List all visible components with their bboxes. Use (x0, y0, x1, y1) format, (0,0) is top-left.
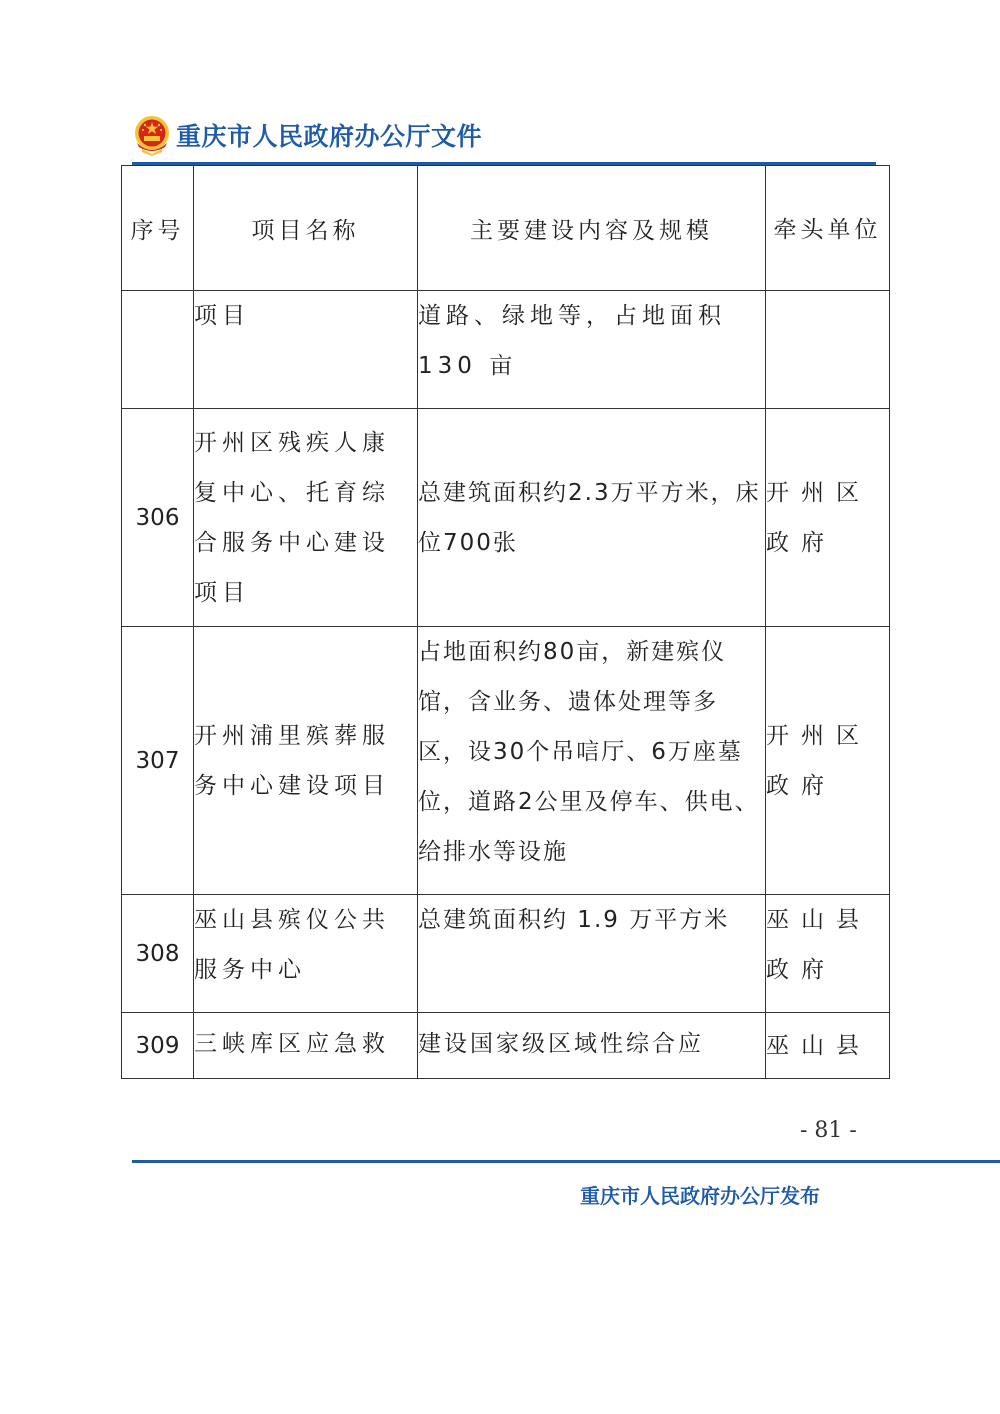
row-seq (122, 291, 194, 409)
table-row (122, 1013, 890, 1079)
row-project-name: 巫山县殡仪公共服务中心 (194, 895, 418, 1013)
column-header-seq: 序号 (122, 166, 194, 291)
table-row (122, 627, 890, 895)
project-table (121, 165, 890, 1079)
row-content: 占地面积约80亩，新建殡仪馆，含业务、遗体处理等多区，设30个吊唁厅、6万座墓位，道路2公里及停车、供电、给排水等设施 (418, 627, 766, 895)
row-lead-unit: 巫山县 (766, 1013, 890, 1079)
document-header-title: 重庆市人民政府办公厅文件 (176, 122, 483, 151)
footer-publisher: 重庆市人民政府办公厅发布 (580, 1184, 820, 1208)
row-project-name: 项目 (194, 291, 418, 409)
row-content: 总建筑面积约2.3万平方米，床位700张 (418, 409, 766, 627)
table-row (122, 895, 890, 1013)
national-emblem-icon (132, 113, 172, 157)
row-seq: 309 (122, 1013, 194, 1079)
row-seq: 307 (122, 627, 194, 895)
table-header-row (122, 166, 890, 291)
table-row (122, 291, 890, 409)
document-header (132, 110, 482, 160)
row-content: 总建筑面积约 1.9 万平方米 (418, 895, 766, 1013)
row-content: 道路、绿地等，占地面积 130 亩 (418, 291, 766, 409)
row-lead-unit: 开州区政府 (766, 627, 890, 895)
row-lead-unit: 开州区政府 (766, 409, 890, 627)
row-project-name: 开州浦里殡葬服务中心建设项目 (194, 627, 418, 895)
page-number: - 81 - (800, 1118, 857, 1143)
row-lead-unit: 巫山县政府 (766, 895, 890, 1013)
table-row (122, 409, 890, 627)
column-header-content: 主要建设内容及规模 (418, 166, 766, 291)
row-content: 建设国家级区域性综合应 (418, 1013, 766, 1079)
row-seq: 308 (122, 895, 194, 1013)
row-lead-unit (766, 291, 890, 409)
row-project-name: 三峡库区应急救 (194, 1013, 418, 1079)
row-project-name: 开州区残疾人康复中心、托育综合服务中心建设项目 (194, 409, 418, 627)
row-seq: 306 (122, 409, 194, 627)
column-header-name: 项目名称 (194, 166, 418, 291)
column-header-unit: 牵头单位 (766, 166, 890, 291)
footer-divider (132, 1160, 1000, 1163)
